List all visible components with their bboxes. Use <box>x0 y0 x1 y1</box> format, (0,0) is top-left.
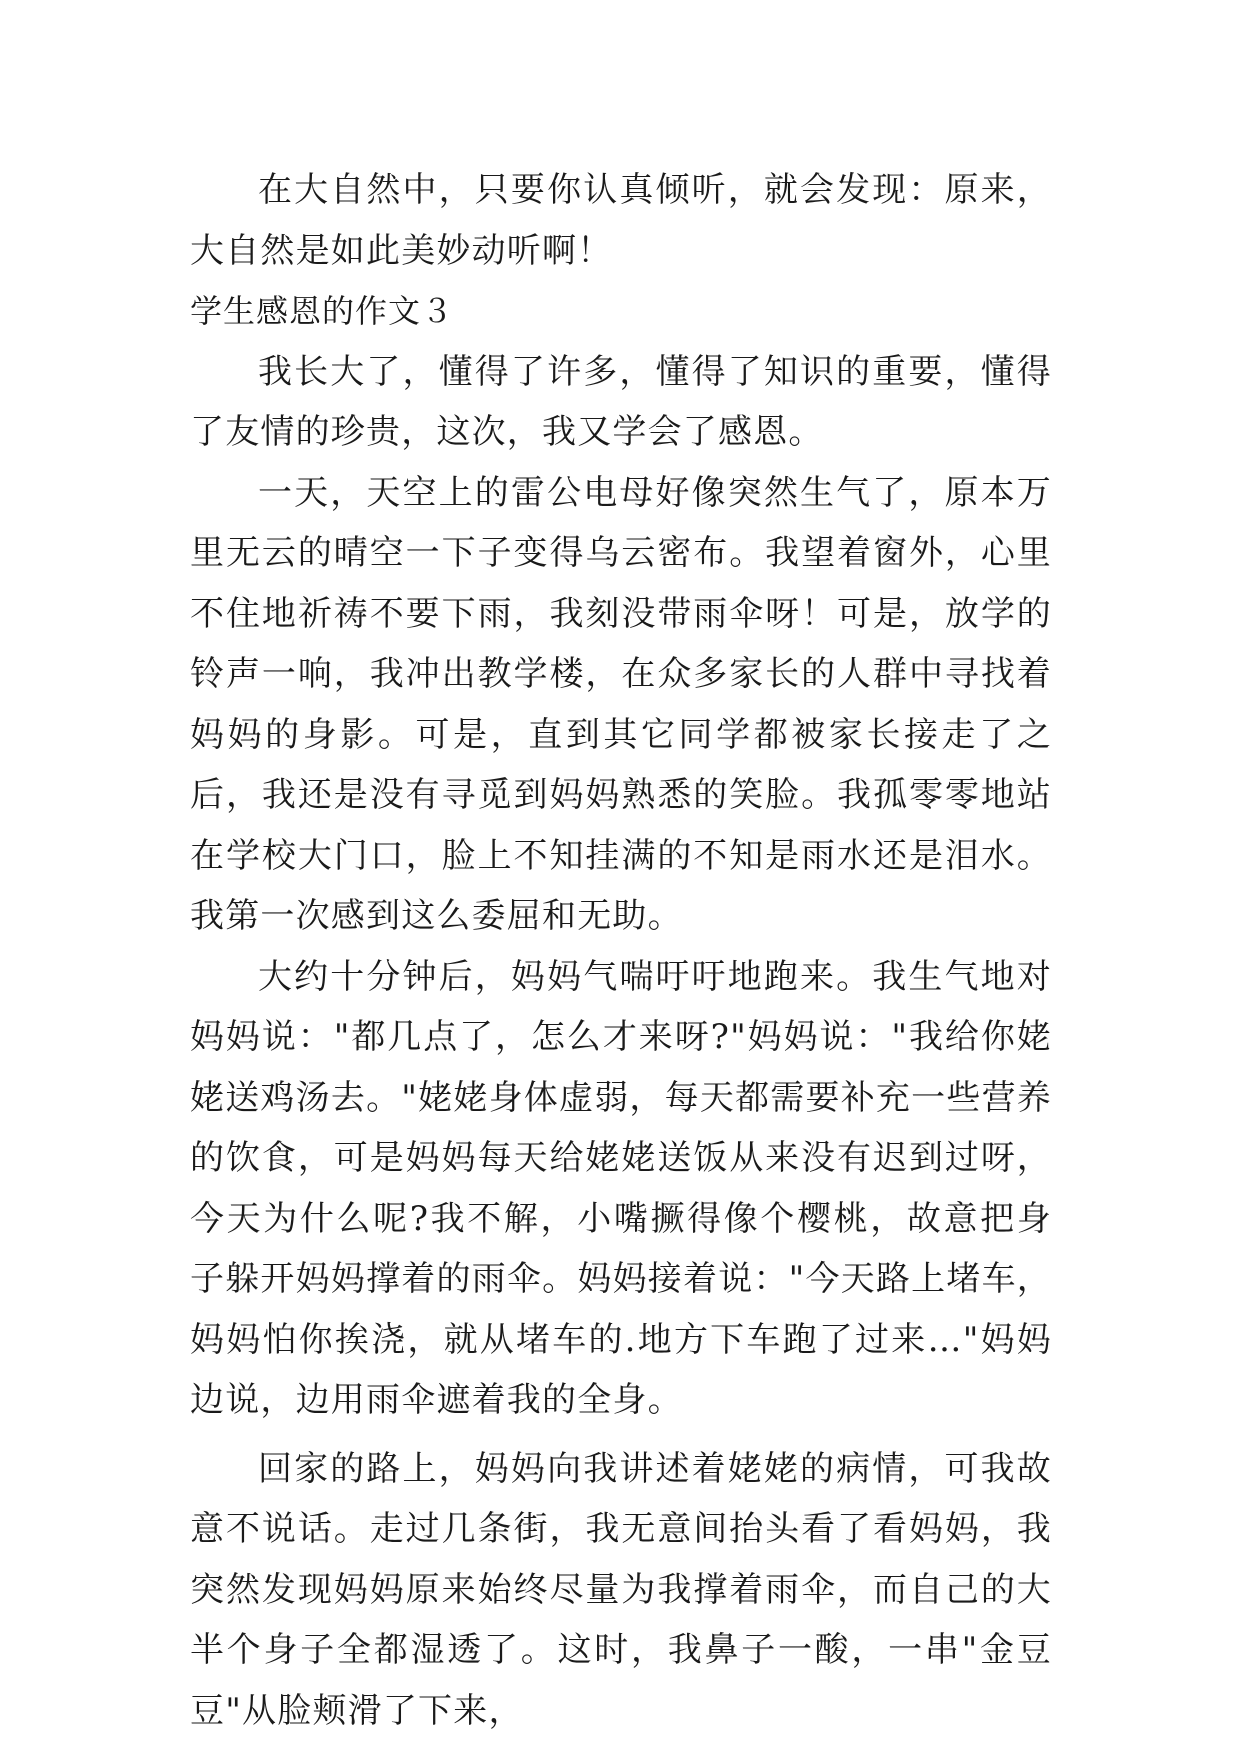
paragraph-nature-conclusion: 在大自然中，只要你认真倾听，就会发现：原来，大自然是如此美妙动听啊！ <box>190 170 1052 271</box>
paragraph-way-home: 回家的路上，妈妈向我讲述着姥姥的病情，可我故意不说话。走过几条街，我无意间抬头看了看妈妈，我突然发现妈妈原来始终尽量为我撑着雨伞，而自己的大半个身子全都湿透了。这时，我鼻子一酸，一串"金豆豆"从脸颊滑了下来， <box>190 1448 1052 1731</box>
essay-heading: 学生感恩的作文３ <box>190 292 455 330</box>
paragraph-mother-arrives: 大约十分钟后，妈妈气喘吁吁地跑来。我生气地对妈妈说："都几点了，怎么才来呀?"妈妈说："我给你姥姥送鸡汤去。"姥姥身体虚弱，每天都需要补充一些营养的饮食，可是妈妈每天给姥姥送饭从来没有迟到过呀，今天为什么呢?我不解，小嘴撅得像个樱桃，故意把身子躲开妈妈撑着的雨伞。妈妈接着说："今天路上堵车，妈妈怕你挨浇，就从堵车的.地方下车跑了过来…"妈妈边说，边用雨伞遮着我的全身。 <box>190 956 1052 1420</box>
paragraph-rainy-day: 一天，天空上的雷公电母好像突然生气了，原本万里无云的晴空一下子变得乌云密布。我望着窗外，心里不住地祈祷不要下雨，我刻没带雨伞呀！可是，放学的铃声一响，我冲出教学楼，在众多家长的人群中寻找着妈妈的身影。可是，直到其它同学都被家长接走了之后，我还是没有寻觅到妈妈熟悉的笑脸。我孤零零地站在学校大门口，脸上不知挂满的不知是雨水还是泪水。我第一次感到这么委屈和无助。 <box>190 472 1052 936</box>
paragraph-growing-up: 我长大了，懂得了许多，懂得了知识的重要，懂得了友情的珍贵，这次，我又学会了感恩。 <box>190 351 1052 452</box>
document-body <box>190 160 1052 1741</box>
